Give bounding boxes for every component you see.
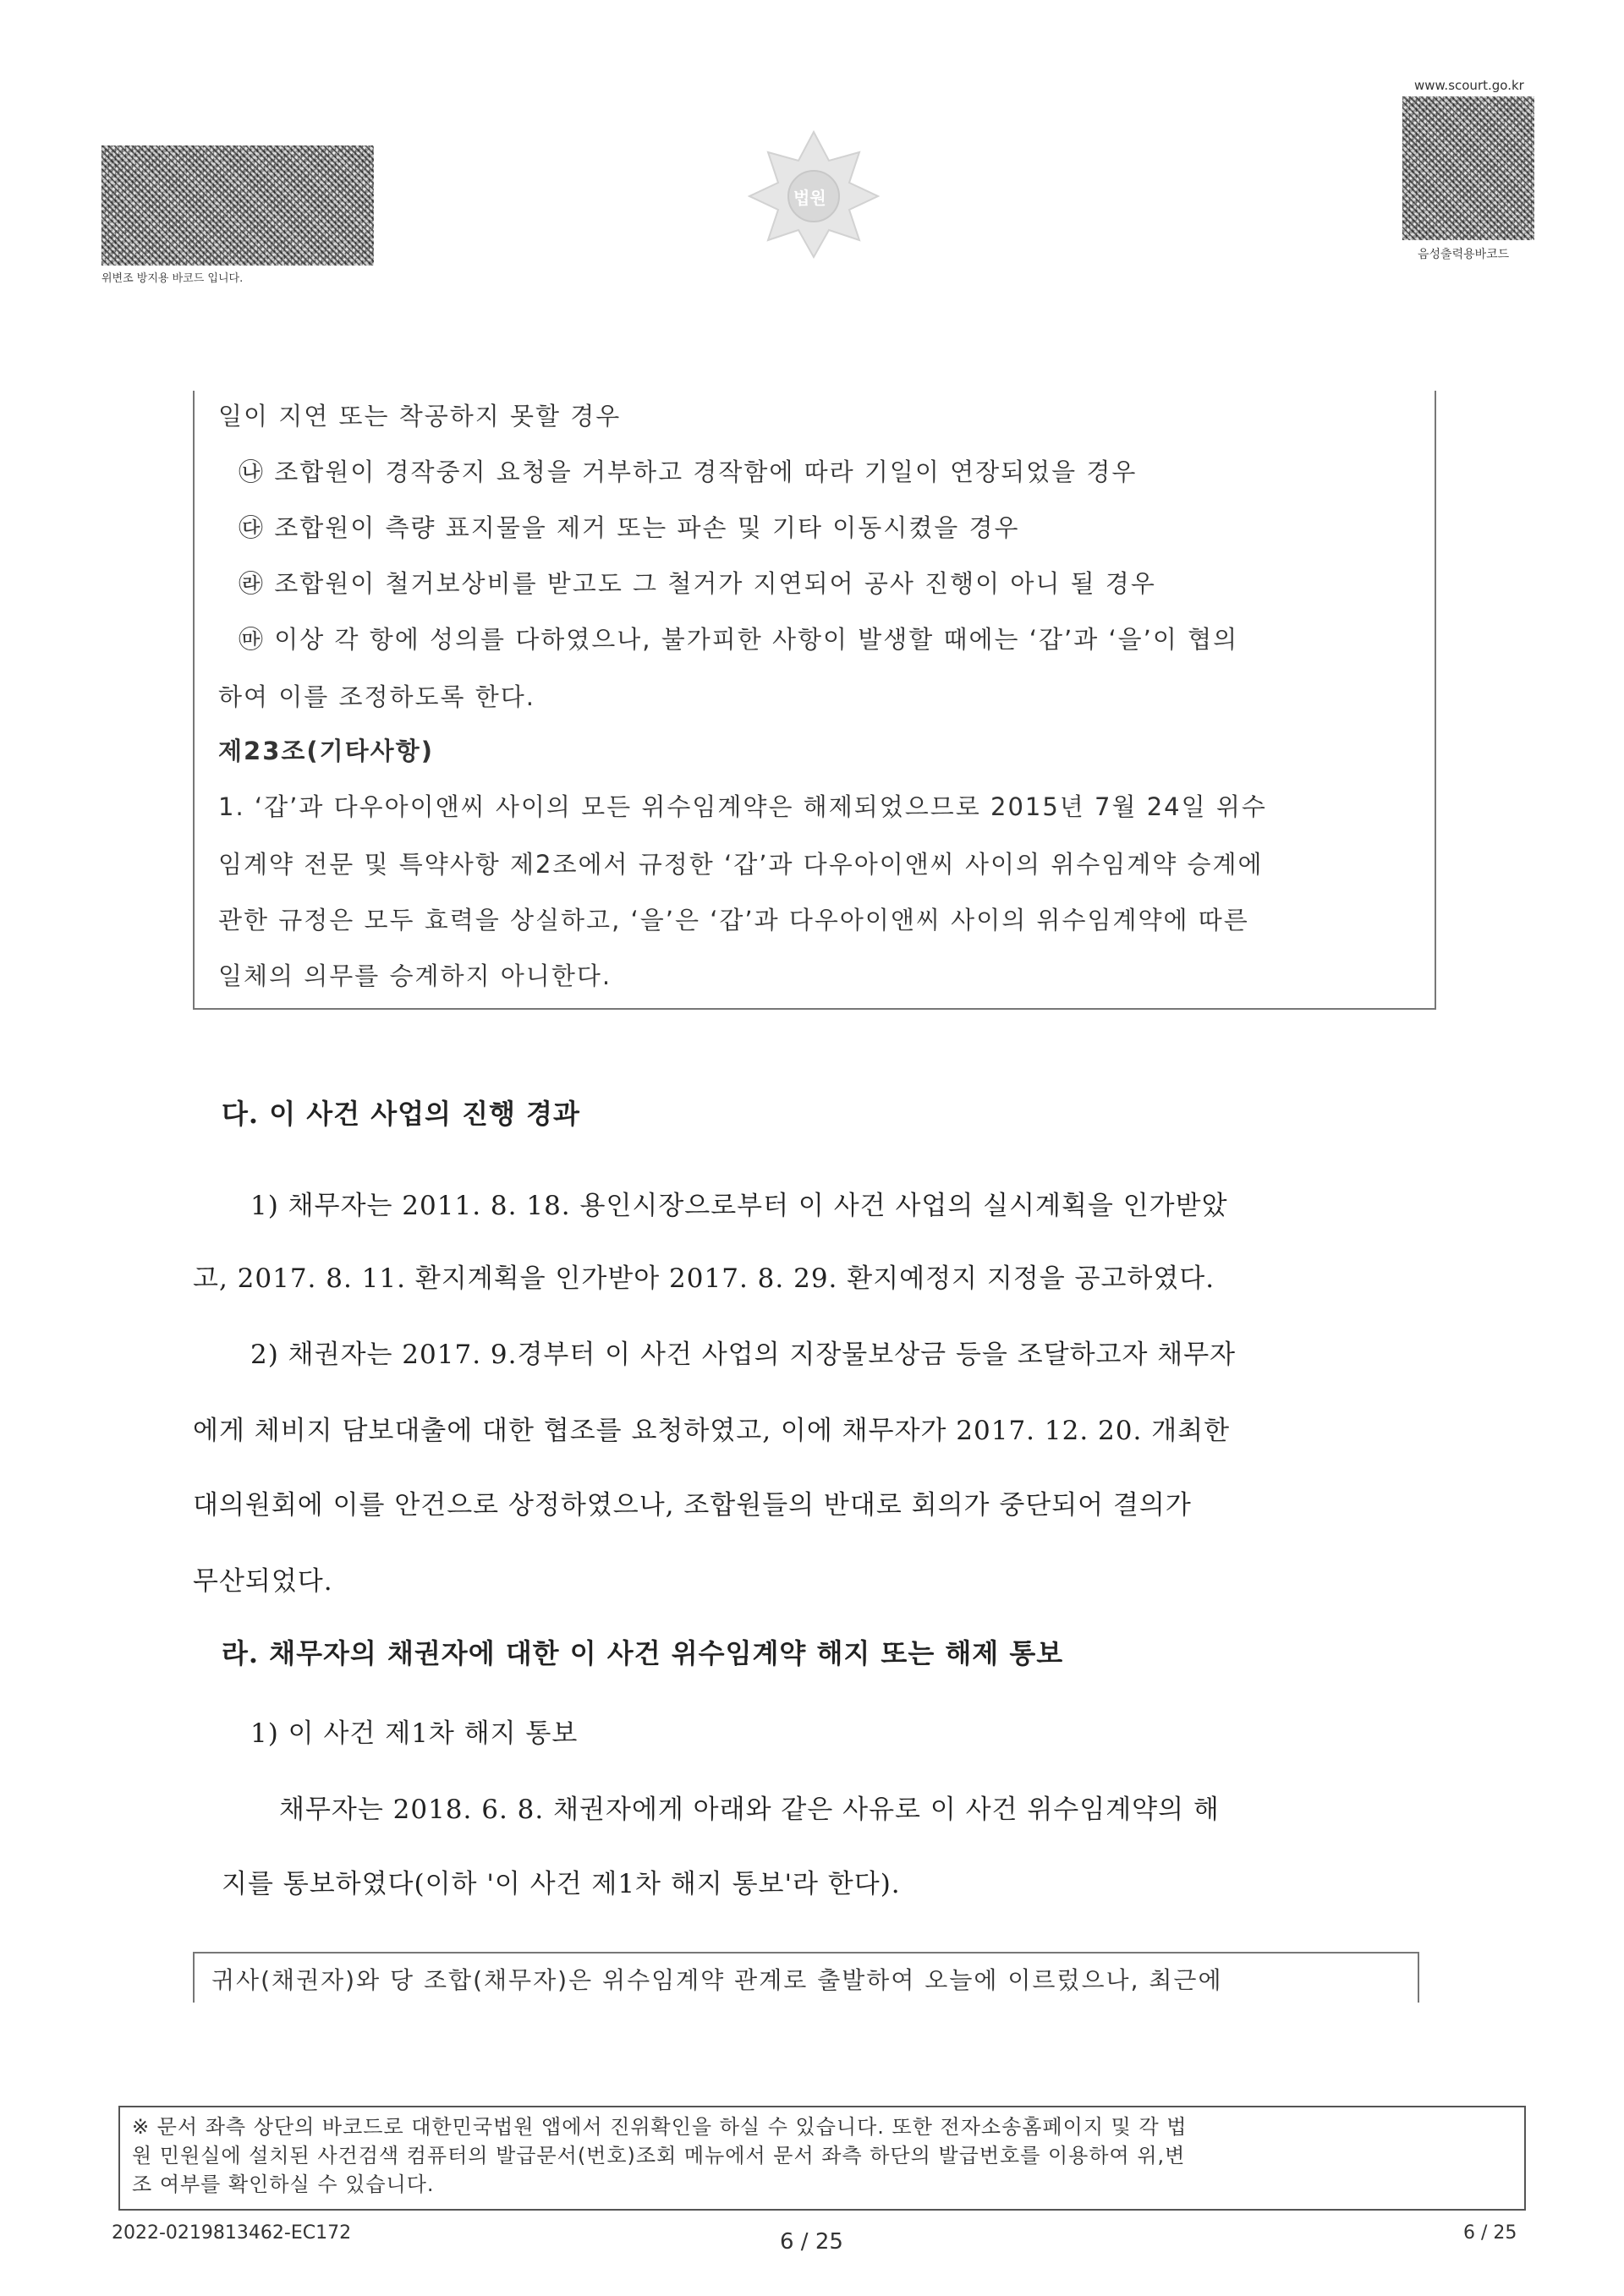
quoted-notice-box	[193, 1952, 1419, 2003]
body-text-line: 고, 2017. 8. 11. 환지계획을 인가받아 2017. 8. 29. 환지예정지 지정을 공고하였다.	[193, 1263, 1215, 1294]
voice-output-barcode-caption: 음성출력용바코드	[1418, 248, 1510, 261]
body-text-line: 2) 채권자는 2017. 9.경부터 이 사건 사업의 지장물보상금 등을 조달하고자 채무자	[250, 1340, 1237, 1370]
site-url: www.scourt.go.kr	[1414, 78, 1524, 93]
body-text-line: 1) 채무자는 2011. 8. 18. 용인시장으로부터 이 사건 사업의 실시계획을 인가받았	[250, 1191, 1228, 1221]
body-text-line: 대의원회에 이를 안건으로 상정하였으나, 조합원들의 반대로 회의가 중단되어 결의가	[193, 1490, 1192, 1521]
section-heading-progress: 다. 이 사건 사업의 진행 경과	[222, 1098, 580, 1130]
box-text-line: 1. ‘갑’과 다우아이앤씨 사이의 모든 위수임계약은 해제되었으므로 2015년 7월 24일 위수	[218, 792, 1267, 821]
contract-excerpt-box	[193, 391, 1436, 1010]
body-text-line: 지를 통보하였다(이하 '이 사건 제1차 해지 통보'라 한다).	[222, 1869, 901, 1899]
body-text-line: 무산되었다.	[193, 1566, 333, 1597]
body-text-line: 에게 체비지 담보대출에 대한 협조를 요청하였고, 이에 채무자가 2017. 12. 20. 개최한	[193, 1416, 1231, 1446]
court-emblem	[741, 127, 886, 262]
box-text-line: ㉱ 조합원이 철거보상비를 받고도 그 철거가 지연되어 공사 진행이 아니 될 경우	[239, 569, 1156, 598]
box-text-line: 관한 규정은 모두 효력을 상실하고, ‘을’은 ‘갑’과 다우아이앤씨 사이의 위수임계약에 따른	[218, 906, 1249, 934]
notice-line: ※ 문서 좌측 상단의 바코드로 대한민국법원 앱에서 진위확인을 하실 수 있습니다. 또한 전자소송홈페이지 및 각 법	[132, 2115, 1188, 2139]
box-text-line: 일이 지연 또는 착공하지 못할 경우	[218, 402, 622, 430]
box-text-line: 하여 이를 조정하도록 한다.	[218, 682, 536, 711]
notice-line: 원 민원실에 설치된 사건검색 컴퓨터의 발급문서(번호)조회 메뉴에서 문서 좌측 하단의 발급번호를 이용하여 위,변	[132, 2144, 1186, 2167]
authenticity-barcode-caption: 위변조 방지용 바코드 입니다.	[102, 272, 244, 285]
court-emblem-label: 법원	[793, 188, 826, 208]
section-heading-termination-notice: 라. 채무자의 채권자에 대한 이 사건 위수임계약 해지 또는 해제 통보	[222, 1637, 1064, 1669]
box-text-line: ㉯ 조합원이 경작중지 요청을 거부하고 경작함에 따라 기일이 연장되었을 경우	[239, 458, 1138, 486]
body-text-line: 채무자는 2018. 6. 8. 채권자에게 아래와 같은 사유로 이 사건 위수임계약의 해	[279, 1795, 1220, 1825]
article-title: 제23조(기타사항)	[218, 737, 434, 765]
authenticity-barcode	[102, 145, 374, 266]
issuance-number: 2022-0219813462-EC172	[112, 2222, 352, 2244]
box-text-line: 일체의 의무를 승계하지 아니한다.	[218, 962, 612, 990]
authenticity-notice	[118, 2106, 1526, 2211]
page-number-center: 6 / 25	[780, 2229, 843, 2255]
box-text-line: 임계약 전문 및 특약사항 제2조에서 규정한 ‘갑’과 다우아이앤씨 사이의 위수임계약 승계에	[218, 850, 1264, 879]
box-text-line: 귀사(채권자)와 당 조합(채무자)은 위수임계약 관계로 출발하여 오늘에 이르렀으나, 최근에	[211, 1966, 1223, 1994]
box-text-line: ㉰ 조합원이 측량 표지물을 제거 또는 파손 및 기타 이동시켰을 경우	[239, 513, 1020, 542]
page-number-right: 6 / 25	[1463, 2222, 1517, 2244]
box-text-line: ㉲ 이상 각 항에 성의를 다하였으나, 불가피한 사항이 발생할 때에는 ‘갑’과 ‘을’이 협의	[239, 625, 1239, 654]
notice-line: 조 여부를 확인하실 수 있습니다.	[132, 2173, 435, 2196]
sub-heading-first-termination: 1) 이 사건 제1차 해지 통보	[250, 1718, 579, 1749]
voice-output-barcode	[1402, 96, 1534, 240]
